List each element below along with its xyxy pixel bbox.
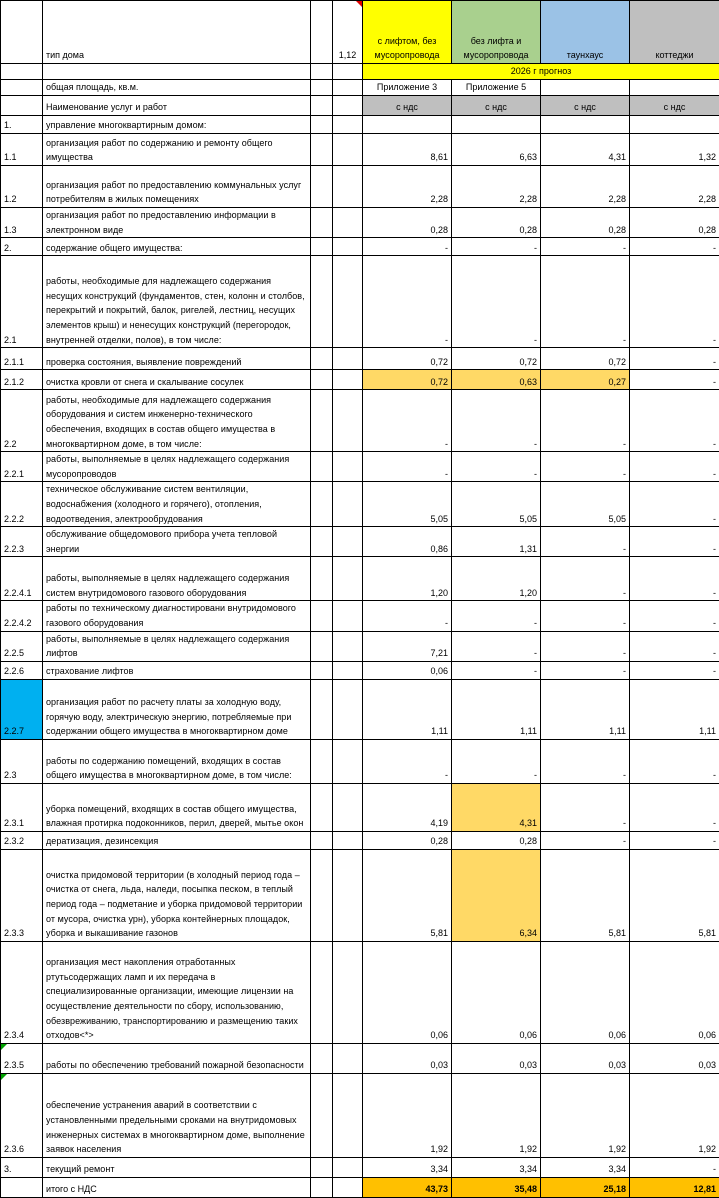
value-cell: 0,63	[452, 370, 541, 390]
value-cell: 5,05	[452, 482, 541, 527]
value-cell: -	[452, 739, 541, 783]
comment-marker	[356, 1, 362, 7]
empty-cell	[1, 1177, 43, 1197]
value-cell: -	[541, 631, 630, 661]
value-cell: -	[541, 831, 630, 849]
table-row	[1, 661, 719, 679]
row-code-text: 2.2.2	[4, 514, 24, 524]
value-cell: 0,86	[363, 527, 452, 557]
house-type-label: тип дома	[43, 1, 311, 64]
value-cell: -	[630, 348, 719, 370]
value-cell: 0,06	[363, 941, 452, 1043]
empty-cell	[311, 256, 333, 348]
value-cell: 4,31	[541, 134, 630, 166]
service-name: очистка придомовой территории (в холодный период года – очистка от снега, льда, наледи, посыпка песком, в теплый период года – подметание и уборка придомовой территории от мусора, очистка урн), уборка контейнерных площадок, уборка и выкашивание газонов	[43, 849, 311, 941]
value-cell: -	[541, 390, 630, 452]
service-name: очистка кровли от снега и скалывание сосулек	[43, 370, 311, 390]
empty-cell	[311, 831, 333, 849]
table-row	[1, 166, 719, 208]
service-name: работы, выполняемые в целях надлежащего содержания лифтов	[43, 631, 311, 661]
service-name: обслуживание общедомового прибора учета тепловой энергии	[43, 527, 311, 557]
value-cell: -	[630, 390, 719, 452]
value-cell: 0,28	[363, 208, 452, 238]
row-code	[1, 1157, 43, 1177]
value-cell: 6,63	[452, 134, 541, 166]
service-name: работы, необходимые для надлежащего содержания несущих конструкций (фундаментов, стен, колонн и столбов, перекрытий и покрытий, балок, ригелей, лестниц, несущих элементов крыш) и ненесущих конструкций (перегородок, внутренней отделки, полов), в том числе:	[43, 256, 311, 348]
service-name: организация работ по содержанию и ремонту общего имущества	[43, 134, 311, 166]
row-code-text: 2.2	[4, 439, 17, 449]
total-value: 35,48	[452, 1177, 541, 1197]
service-name: управление многоквартирным домом:	[43, 116, 311, 134]
value-cell: -	[452, 601, 541, 631]
value-cell: 3,34	[363, 1157, 452, 1177]
empty-cell	[311, 208, 333, 238]
value-cell: -	[452, 631, 541, 661]
row-code	[1, 134, 43, 166]
row-code-text: 2.1	[4, 335, 17, 345]
service-name: организация работ по предоставлению информации в электронном виде	[43, 208, 311, 238]
row-code-text: 1.	[4, 120, 12, 130]
row-code	[1, 849, 43, 941]
empty-cell	[333, 831, 363, 849]
service-name: дератизация, дезинсекция	[43, 831, 311, 849]
value-cell: -	[541, 238, 630, 256]
value-cell: 0,06	[452, 941, 541, 1043]
value-cell: 0,28	[452, 831, 541, 849]
value-cell: 7,21	[363, 631, 452, 661]
empty-cell	[311, 1177, 333, 1197]
row-code	[1, 941, 43, 1043]
comment-marker	[1, 1044, 7, 1050]
table-row	[1, 256, 719, 348]
value-cell: 1,92	[541, 1073, 630, 1157]
row-code	[1, 238, 43, 256]
table-row	[1, 116, 719, 134]
value-cell: -	[363, 238, 452, 256]
service-name: работы, выполняемые в целях надлежащего содержания систем внутридомового газового оборудования	[43, 557, 311, 601]
row-code	[1, 527, 43, 557]
value-cell: 1,11	[363, 679, 452, 739]
vat-label: с ндс	[541, 96, 630, 116]
table-row	[1, 208, 719, 238]
value-cell: 1,11	[452, 679, 541, 739]
row-code	[1, 679, 43, 739]
empty-cell	[333, 783, 363, 831]
value-cell: 0,06	[541, 941, 630, 1043]
empty-cell	[333, 739, 363, 783]
value-cell: -	[363, 256, 452, 348]
vat-label: с ндс	[630, 96, 719, 116]
empty-cell	[311, 849, 333, 941]
empty-cell	[333, 134, 363, 166]
value-cell: 0,06	[363, 661, 452, 679]
row-code-text: 2.2.6	[4, 666, 24, 676]
table-row	[1, 557, 719, 601]
empty-cell	[311, 134, 333, 166]
row-code-text: 2.2.4.2	[4, 618, 32, 628]
value-cell: 0,06	[630, 941, 719, 1043]
empty-cell	[311, 166, 333, 208]
value-cell: 0,28	[452, 208, 541, 238]
empty-cell	[311, 390, 333, 452]
value-cell: 1,11	[541, 679, 630, 739]
value-cell: 0,28	[541, 208, 630, 238]
row-code-text: 2.3.5	[4, 1060, 24, 1070]
table-row	[1, 601, 719, 631]
empty-cell	[311, 452, 333, 482]
value-cell: -	[541, 256, 630, 348]
value-cell: 0,03	[541, 1043, 630, 1073]
value-cell: -	[630, 527, 719, 557]
value-cell: 1,92	[452, 1073, 541, 1157]
col-header-cottages: коттеджи	[630, 1, 719, 64]
table-row	[1, 1043, 719, 1073]
value-cell: -	[452, 661, 541, 679]
empty-cell	[333, 452, 363, 482]
value-cell: -	[541, 557, 630, 601]
empty-cell	[333, 631, 363, 661]
value-cell: 5,81	[541, 849, 630, 941]
total-value: 43,73	[363, 1177, 452, 1197]
value-cell: 4,31	[452, 783, 541, 831]
empty-cell	[333, 1073, 363, 1157]
empty-cell	[311, 348, 333, 370]
value-cell: 0,03	[630, 1043, 719, 1073]
value-cell: 0,72	[452, 348, 541, 370]
table-row	[1, 831, 719, 849]
table-row	[1, 348, 719, 370]
service-name: работы по содержанию помещений, входящих в состав общего имущества в многоквартирном доме, в том числе:	[43, 739, 311, 783]
table-row	[1, 1073, 719, 1157]
service-name: работы, необходимые для надлежащего содержания оборудования и систем инженерно-технического обеспечения, входящих в состав общего имущества в многоквартирном доме, в том числе:	[43, 390, 311, 452]
row-code-text: 2.2.4.1	[4, 588, 32, 598]
row-code	[1, 390, 43, 452]
empty-cell	[333, 661, 363, 679]
table-row	[1, 370, 719, 390]
empty-cell	[333, 679, 363, 739]
empty-cell	[333, 116, 363, 134]
vat-label: с ндс	[452, 96, 541, 116]
row-code	[1, 370, 43, 390]
service-name: обеспечение устранения аварий в соответствии с установленными предельными сроками на внутридомовых инженерных системах в многоквартирном доме, выполнение заявок населения	[43, 1073, 311, 1157]
area-label: общая площадь, кв.м.	[43, 80, 311, 96]
row-code	[1, 557, 43, 601]
value-cell: 0,27	[541, 370, 630, 390]
empty-cell	[311, 739, 333, 783]
value-cell: 5,05	[541, 482, 630, 527]
value-cell: -	[363, 739, 452, 783]
header-empty-cell	[311, 1, 333, 64]
total-label: итого с НДС	[43, 1177, 311, 1197]
value-cell: 1,32	[630, 134, 719, 166]
row-code-text: 1.1	[4, 152, 17, 162]
value-cell: -	[363, 390, 452, 452]
value-cell: -	[630, 831, 719, 849]
empty-cell	[311, 557, 333, 601]
empty-cell	[333, 166, 363, 208]
value-cell: 5,81	[363, 849, 452, 941]
table-row	[1, 783, 719, 831]
value-cell: 1,20	[452, 557, 541, 601]
table-row	[1, 452, 719, 482]
col-header-townhouse: таунхаус	[541, 1, 630, 64]
value-cell: 1,92	[630, 1073, 719, 1157]
service-name: уборка помещений, входящих в состав общего имущества, влажная протирка подоконников, перил, дверей, мытье окон	[43, 783, 311, 831]
empty-cell	[311, 601, 333, 631]
row-code-text: 2.3.2	[4, 836, 24, 846]
row-code	[1, 348, 43, 370]
row-code	[1, 482, 43, 527]
value-cell: -	[630, 370, 719, 390]
appendix-3: Приложение 3	[363, 80, 452, 96]
value-cell: -	[541, 739, 630, 783]
vat-label: с ндс	[363, 96, 452, 116]
empty-cell	[333, 238, 363, 256]
value-cell: 4,19	[363, 783, 452, 831]
value-cell: 0,28	[630, 208, 719, 238]
forecast-label: 2026 г прогноз	[363, 64, 719, 80]
row-code-text: 2.	[4, 243, 12, 253]
value-cell: 1,31	[452, 527, 541, 557]
value-cell: 1,11	[630, 679, 719, 739]
value-cell: -	[363, 452, 452, 482]
service-name: организация работ по предоставлению коммунальных услуг потребителям в жилых помещениях	[43, 166, 311, 208]
value-cell: 0,28	[363, 831, 452, 849]
value-cell	[541, 116, 630, 134]
value-cell: 0,03	[363, 1043, 452, 1073]
value-cell: -	[452, 452, 541, 482]
empty-cell	[311, 482, 333, 527]
table-row	[1, 390, 719, 452]
row-code-text: 2.3	[4, 770, 17, 780]
empty-cell	[333, 256, 363, 348]
value-cell: -	[630, 1157, 719, 1177]
value-cell: 2,28	[363, 166, 452, 208]
value-cell: -	[630, 557, 719, 601]
empty-cell	[333, 527, 363, 557]
empty-cell	[311, 1157, 333, 1177]
value-cell: -	[452, 238, 541, 256]
row-code-text: 2.2.3	[4, 544, 24, 554]
value-cell: -	[541, 452, 630, 482]
empty-cell	[311, 370, 333, 390]
empty-cell	[311, 631, 333, 661]
table-row	[1, 679, 719, 739]
value-cell: -	[630, 482, 719, 527]
value-cell: 2,28	[630, 166, 719, 208]
empty-cell	[311, 1043, 333, 1073]
row-code-text: 2.1.1	[4, 357, 24, 367]
total-value: 25,18	[541, 1177, 630, 1197]
row-code	[1, 208, 43, 238]
value-cell	[452, 116, 541, 134]
row-code-text: 2.2.7	[4, 726, 24, 736]
table-row	[1, 849, 719, 941]
row-code	[1, 1043, 43, 1073]
row-code	[1, 831, 43, 849]
row-code-text: 2.3.6	[4, 1144, 24, 1154]
value-cell: 0,72	[541, 348, 630, 370]
value-cell: 2,28	[541, 166, 630, 208]
value-cell: 0,72	[363, 370, 452, 390]
empty-cell	[311, 238, 333, 256]
empty-cell	[311, 116, 333, 134]
service-name: проверка состояния, выявление повреждений	[43, 348, 311, 370]
col-header-with-lift: с лифтом, без мусоропровода	[363, 1, 452, 64]
service-name: работы, выполняемые в целях надлежащего содержания мусоропроводов	[43, 452, 311, 482]
empty-cell	[311, 941, 333, 1043]
row-code	[1, 783, 43, 831]
service-name: работы по обеспечению требований пожарной безопасности	[43, 1043, 311, 1073]
total-row	[1, 1177, 719, 1197]
table-row	[1, 631, 719, 661]
value-cell: 5,81	[630, 849, 719, 941]
service-name: техническое обслуживание систем вентиляции, водоснабжения (холодного и горячего), отопления, водоотведения, электрообрудования	[43, 482, 311, 527]
service-name: организация работ по расчету платы за холодную воду, горячую воду, электрическую энергию, потребляемые при содержании общего имущества в многоквартирном доме	[43, 679, 311, 739]
value-cell: -	[452, 390, 541, 452]
value-cell: 2,28	[452, 166, 541, 208]
header-code-cell	[1, 1, 43, 64]
value-cell: -	[541, 783, 630, 831]
empty-cell	[333, 390, 363, 452]
table-row	[1, 739, 719, 783]
value-cell: 0,72	[363, 348, 452, 370]
empty-cell	[311, 783, 333, 831]
empty-cell	[311, 1073, 333, 1157]
empty-cell	[333, 208, 363, 238]
value-cell: 3,34	[452, 1157, 541, 1177]
total-value: 12,81	[630, 1177, 719, 1197]
value-cell: -	[630, 601, 719, 631]
value-cell: 3,34	[541, 1157, 630, 1177]
empty-cell	[333, 557, 363, 601]
row-code	[1, 256, 43, 348]
service-name: работы по техническому диагностировани внутридомового газового оборудования	[43, 601, 311, 631]
row-code	[1, 601, 43, 631]
empty-cell	[333, 601, 363, 631]
services-label: Наименование услуг и работ	[43, 96, 311, 116]
service-name: текущий ремонт	[43, 1157, 311, 1177]
value-cell: 8,61	[363, 134, 452, 166]
empty-cell	[333, 1177, 363, 1197]
value-cell: -	[363, 601, 452, 631]
value-cell: 1,92	[363, 1073, 452, 1157]
row-code-text: 2.2.5	[4, 648, 24, 658]
value-cell: -	[541, 661, 630, 679]
row-code-text: 2.2.1	[4, 469, 24, 479]
empty-cell	[333, 370, 363, 390]
empty-cell	[333, 1043, 363, 1073]
row-code	[1, 116, 43, 134]
comment-marker	[1, 1074, 7, 1080]
empty-cell	[333, 941, 363, 1043]
value-cell: -	[630, 661, 719, 679]
service-name: содержание общего имущества:	[43, 238, 311, 256]
empty-cell	[333, 849, 363, 941]
service-name: страхование лифтов	[43, 661, 311, 679]
empty-cell	[311, 527, 333, 557]
empty-cell	[333, 482, 363, 527]
row-code	[1, 452, 43, 482]
col-header-no-lift: без лифта и мусоропровода	[452, 1, 541, 64]
row-code-text: 1.3	[4, 225, 17, 235]
row-code	[1, 631, 43, 661]
service-name: организация мест накопления отработанных ртутьсодержащих ламп и их передача в специализированные организации, имеющие лицензии на осуществление деятельности по сбору, использованию, обезвреживанию, транспортированию и размещению таких отходов<*>	[43, 941, 311, 1043]
value-cell: 0,03	[452, 1043, 541, 1073]
value-cell: -	[630, 256, 719, 348]
table-row	[1, 1157, 719, 1177]
row-code-text: 3.	[4, 1164, 12, 1174]
value-cell: -	[452, 256, 541, 348]
row-code	[1, 166, 43, 208]
value-cell: -	[630, 452, 719, 482]
value-cell: -	[541, 527, 630, 557]
row-code-text: 1.2	[4, 194, 17, 204]
row-code	[1, 739, 43, 783]
row-code	[1, 661, 43, 679]
value-cell: -	[630, 739, 719, 783]
table-row	[1, 482, 719, 527]
empty-cell	[333, 348, 363, 370]
row-code	[1, 1073, 43, 1157]
value-cell	[630, 116, 719, 134]
empty-cell	[311, 661, 333, 679]
empty-cell	[333, 1157, 363, 1177]
row-code-text: 2.1.2	[4, 377, 24, 387]
row-code-text: 2.3.3	[4, 928, 24, 938]
table-row	[1, 134, 719, 166]
value-cell: 6,34	[452, 849, 541, 941]
table-row	[1, 527, 719, 557]
value-cell: 1,20	[363, 557, 452, 601]
value-cell: -	[630, 238, 719, 256]
coefficient-cell	[333, 1, 363, 64]
value-cell: 5,05	[363, 482, 452, 527]
row-code-text: 2.3.1	[4, 818, 24, 828]
row-code-text: 2.3.4	[4, 1030, 24, 1040]
coefficient: 1,12	[339, 50, 357, 60]
table-row	[1, 238, 719, 256]
value-cell	[363, 116, 452, 134]
appendix-5: Приложение 5	[452, 80, 541, 96]
value-cell: -	[630, 631, 719, 661]
empty-cell	[311, 679, 333, 739]
value-cell: -	[630, 783, 719, 831]
value-cell: -	[541, 601, 630, 631]
table-row	[1, 941, 719, 1043]
